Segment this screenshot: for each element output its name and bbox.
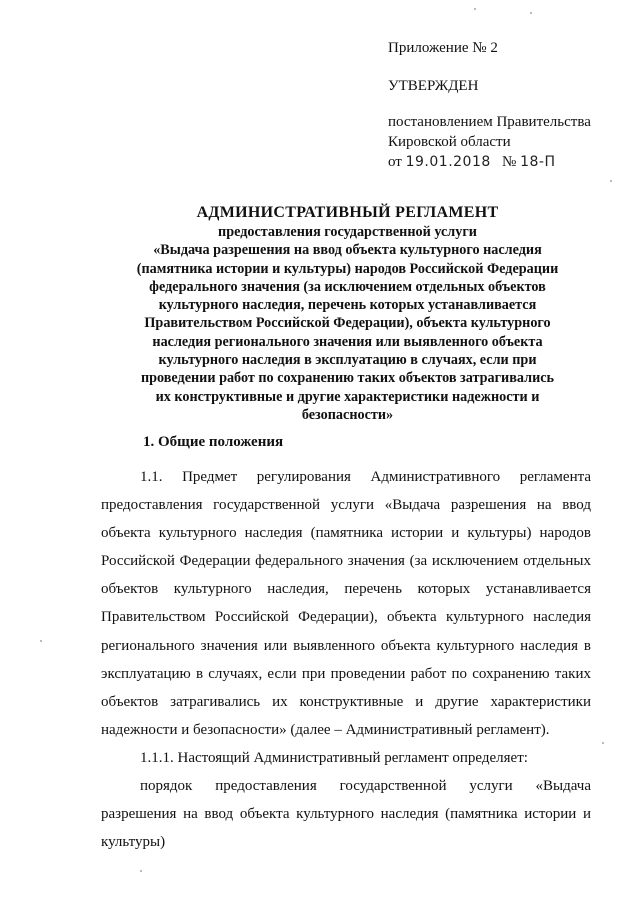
- approved-label: УТВЕРЖДЕН: [388, 78, 479, 94]
- resolution-number: 18-П: [520, 154, 556, 170]
- resolution-from: от: [388, 154, 402, 170]
- subtitle-line-3: (памятника истории и культуры) народов Российской Федерации: [136, 260, 559, 277]
- subtitle-line-5: культурного наследия, перечень которых устанавливается: [158, 297, 537, 314]
- resolution-line-2: Кировской области: [388, 134, 511, 150]
- subtitle-line-7: наследия регионального значения или выявленного объекта: [152, 333, 543, 350]
- subtitle-line-10: их конструктивные и другие характеристики надежности и: [155, 388, 540, 405]
- subtitle-line-8: культурного наследия в эксплуатацию в случаях, если при: [158, 352, 537, 369]
- paragraph-1-1-1: 1.1.1. Настоящий Административный регламент определяет:: [140, 749, 528, 766]
- appendix-label: Приложение № 2: [388, 40, 498, 56]
- subtitle-line-11: безопасности»: [301, 406, 394, 423]
- scan-speck: [602, 742, 604, 744]
- resolution-date: 19.01.2018: [405, 154, 491, 170]
- title-block: [105, 203, 590, 424]
- subtitle-line-6: Правительством Российской Федерации), объекта культурного: [144, 315, 551, 332]
- section-heading: 1. Общие положения: [143, 434, 284, 450]
- subtitle-line-4: федерального значения (за исключением отдельных объектов: [149, 278, 546, 295]
- scan-speck: [40, 640, 42, 642]
- subtitle-line-2: «Выдача разрешения на ввод объекта культурного наследия: [153, 242, 542, 259]
- resolution-line-1: постановлением Правительства: [388, 114, 591, 130]
- scan-speck: [140, 870, 142, 872]
- paragraph-1-1: 1.1. Предмет регулирования Административного регламента предоставления государственной услуги «Выдача разрешения на ввод объекта культурного наследия (памятника истории и культуры) народов Российской Федерации федерального значения (за исключением отдельных объектов культурного наследия, перечень которых устанавливается Правительством Российской Федерации), объекта культурного наследия регионального значения или выявленного объекта культурного наследия в эксплуатацию в случаях, если при проведении работ по сохранению таких объектов затрагивались их конструктивные и другие характеристики надежности и безопасности» (далее – Административный регламент).: [101, 469, 591, 738]
- subtitle-line-1: предоставления государственной услуги: [218, 224, 477, 240]
- section-body: [101, 463, 591, 856]
- paragraph-order: порядок предоставления государственной услуги «Выдача разрешения на ввод объекта культурного наследия (памятника истории и культуры): [101, 778, 591, 851]
- subtitle-line-9: проведении работ по сохранению таких объектов затрагивались: [140, 370, 555, 387]
- resolution-line-3: [388, 152, 591, 172]
- scan-speck: [610, 180, 612, 182]
- document-title: АДМИНИСТРАТИВНЫЙ РЕГЛАМЕНТ: [196, 204, 499, 221]
- resolution-text: [388, 112, 591, 172]
- resolution-number-label: №: [502, 154, 517, 170]
- scan-speck: [530, 12, 532, 14]
- scan-speck: [474, 8, 476, 10]
